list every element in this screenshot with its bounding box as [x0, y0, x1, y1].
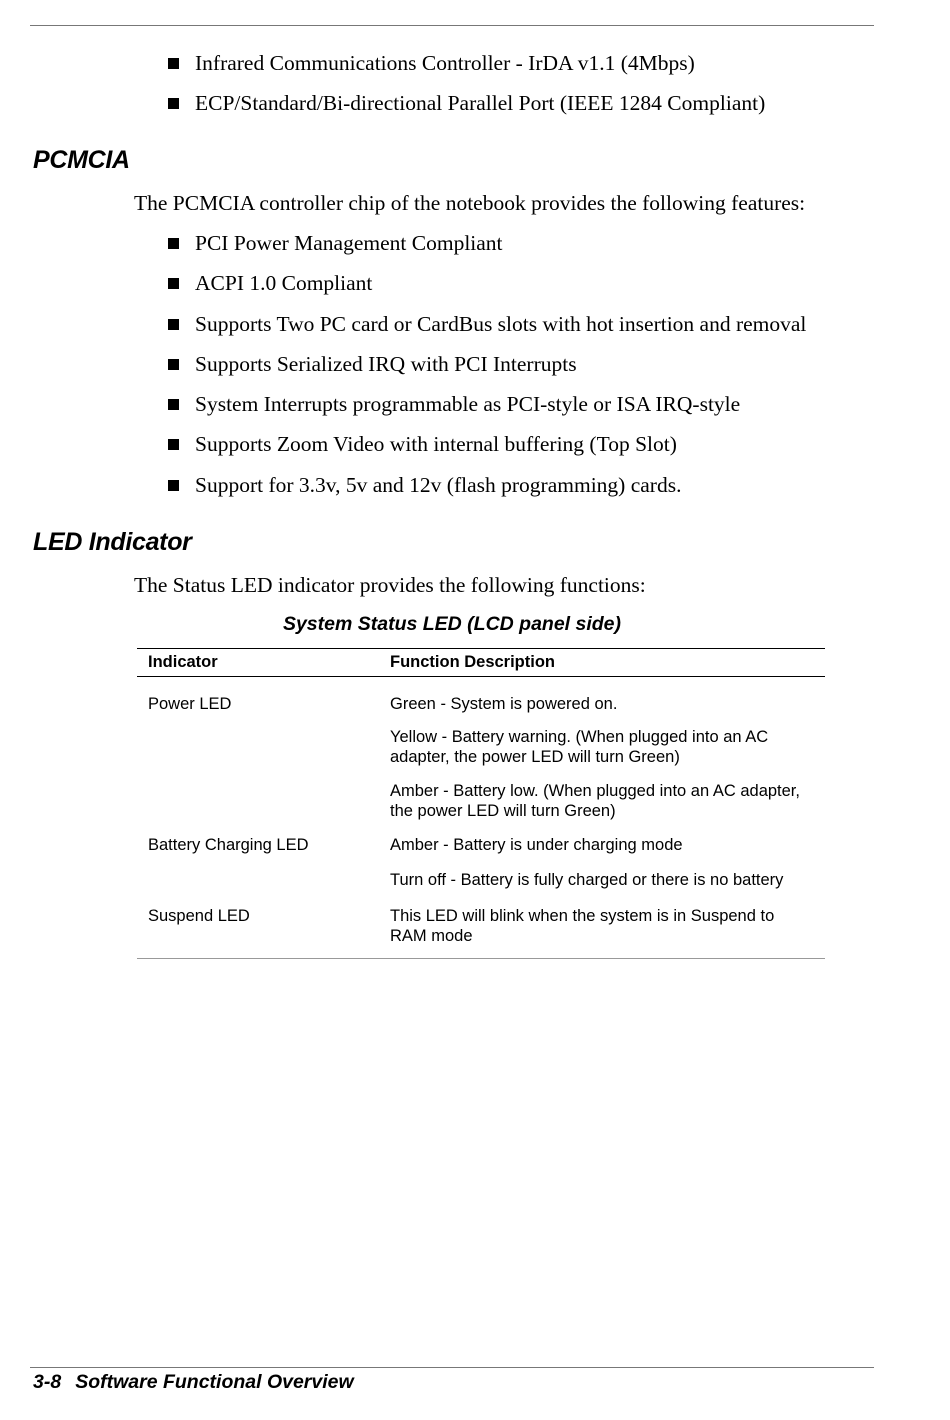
list-item	[168, 51, 765, 91]
bullet-text: Supports Serialized IRQ with PCI Interrupts	[195, 351, 577, 376]
list-item	[168, 271, 806, 311]
square-bullet-icon	[168, 58, 179, 69]
pcmcia-feature-list	[168, 231, 806, 513]
led-indicator-heading: LED Indicator	[33, 528, 192, 556]
bullet-text: System Interrupts programmable as PCI-style or ISA IRQ-style	[195, 392, 741, 417]
column-header-function: Function Description	[390, 653, 555, 671]
indicator-cell: Suspend LED	[148, 907, 250, 925]
pcmcia-heading: PCMCIA	[33, 146, 130, 174]
list-item	[168, 392, 806, 432]
indicator-cell: Power LED	[148, 695, 232, 713]
function-cell: Amber - Battery is under charging mode	[390, 836, 683, 854]
column-header-indicator: Indicator	[148, 653, 218, 671]
bullet-text: Supports Two PC card or CardBus slots with hot insertion and removal	[195, 311, 807, 336]
square-bullet-icon	[168, 439, 179, 450]
table-header-row	[137, 649, 825, 677]
table-title: System Status LED (LCD panel side)	[282, 613, 622, 635]
square-bullet-icon	[168, 359, 179, 370]
bottom-rule	[30, 1367, 874, 1368]
led-status-table	[137, 648, 825, 959]
page-footer	[33, 1369, 354, 1395]
top-rule	[30, 25, 874, 26]
bullet-text: PCI Power Management Compliant	[195, 231, 503, 255]
square-bullet-icon	[168, 238, 179, 249]
square-bullet-icon	[168, 399, 179, 410]
bullet-text: Support for 3.3v, 5v and 12v (flash programming) cards.	[195, 472, 682, 497]
function-cell: Green - System is powered on.	[390, 695, 618, 713]
pcmcia-intro: The PCMCIA controller chip of the notebook provides the following features:	[134, 191, 806, 215]
led-intro: The Status LED indicator provides the following functions:	[134, 573, 646, 597]
list-item	[168, 473, 806, 513]
bullet-text: ECP/Standard/Bi-directional Parallel Port (IEEE 1284 Compliant)	[195, 91, 766, 116]
bullet-text: ACPI 1.0 Compliant	[195, 271, 373, 296]
indicator-cell: Battery Charging LED	[148, 836, 309, 854]
list-item	[168, 91, 765, 131]
function-cell: This LED will blink when the system is in Suspend to RAM mode	[390, 907, 775, 945]
page-number: 3-8	[33, 1371, 62, 1393]
footer-section-title: Software Functional Overview	[75, 1371, 354, 1393]
function-cell: Yellow - Battery warning. (When plugged into an AC adapter, the power LED will turn Green)	[390, 728, 769, 766]
function-cell: Amber - Battery low. (When plugged into an AC adapter, the power LED will turn Green)	[390, 782, 800, 820]
bullet-text: Supports Zoom Video with internal buffering (Top Slot)	[195, 432, 677, 457]
function-cell: Turn off - Battery is fully charged or there is no battery	[390, 871, 784, 889]
bullet-text: Infrared Communications Controller - IrDA v1.1 (4Mbps)	[195, 51, 695, 75]
square-bullet-icon	[168, 278, 179, 289]
list-item	[168, 432, 806, 472]
list-item	[168, 231, 806, 271]
square-bullet-icon	[168, 98, 179, 109]
square-bullet-icon	[168, 480, 179, 491]
top-bullet-list	[168, 51, 765, 132]
table-body	[137, 677, 825, 958]
list-item	[168, 352, 806, 392]
list-item	[168, 312, 806, 352]
square-bullet-icon	[168, 319, 179, 330]
